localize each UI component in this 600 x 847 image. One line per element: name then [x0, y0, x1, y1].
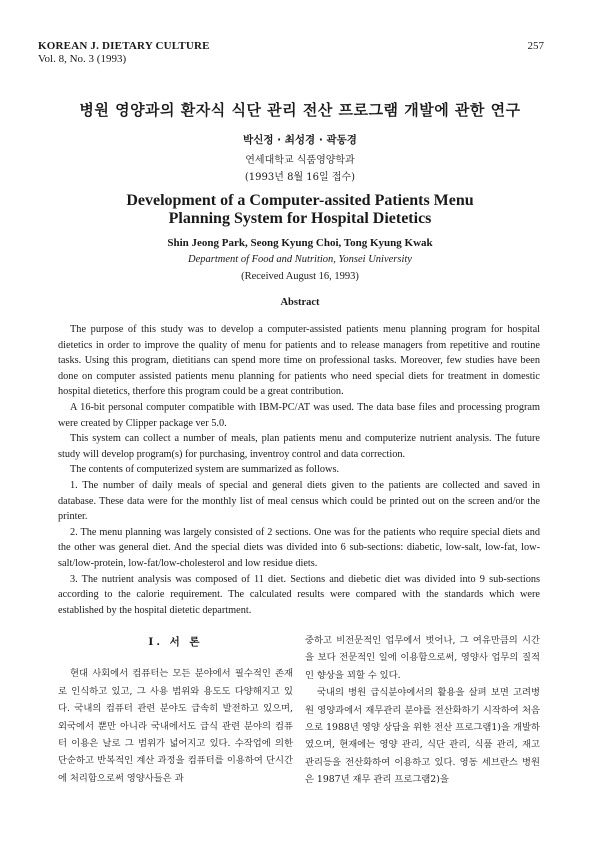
english-title: [0, 192, 600, 228]
korean-affiliation: 연세대학교 식품영양학과: [245, 155, 355, 166]
body-right-column: [305, 632, 540, 789]
abstract-body: [58, 322, 540, 618]
abstract-paragraph: 1. The number of daily meals of special and general diets given to the patients are collected and saved in database. These data were for the monthly list of meal census which could be printed out on the screen and/or the printer.: [58, 479, 540, 523]
english-affiliation: Department of Food and Nutrition, Yonsei University: [188, 254, 412, 265]
english-received-date: (Received August 16, 1993): [241, 271, 359, 282]
abstract-heading: Abstract: [280, 297, 320, 308]
abstract-paragraph: The purpose of this study was to develop a computer-assisted patients menu planning program for hospital dietetics in order to improve the quality of menu for patients and to release managers from repetitive and routine tasks. Using this program, dietitians can spend more time on professional tasks. Moreover, few studies have been done on computer assisted patients menu planning for patients who need special diets for treatment in domestic hospital dietetics, therfore this program could be a great contribution.: [58, 324, 540, 398]
body-paragraph-continued: 중하고 비전문적인 업무에서 벗어나, 그 여유만큼의 시간을 보다 전문적인 일에 이용함으로써, 영양사 업무의 질적인 향상을 꾀할 수 있다.: [305, 635, 540, 681]
abstract-paragraph: 2. The menu planning was largely consisted of 2 sections. One was for the patients who require special diets and the other was general diet. And the special diets was divided into 6 sub-sections: diabetic, low-salt, low-fat, low-salt/low-protein, low-fat/low-cholesterol and low residue diets.: [58, 526, 540, 569]
english-authors: Shin Jeong Park, Seong Kyung Choi, Tong Kyung Kwak: [167, 237, 433, 249]
english-title-line-2: Planning System for Hospital Dietetics: [168, 210, 432, 227]
body-paragraph: 현대 사회에서 컴퓨터는 모든 분야에서 필수적인 존재로 인식하고 있고, 그 사용 범위와 용도도 다양해지고 있다. 국내의 컴퓨터 관련 분야도 급속히 발전하고 있으며, 외국에서 뿐만 아니라 국내에서도 급식 관련 분야의 컴퓨터 이용은 날로 그 범위가 넓어지고 있다. 수작업에 의한 단순하고 반복적인 계산 과정을 컴퓨터를 이용하여 단시간에 처리함으로써 영양사들은 과: [58, 668, 293, 784]
journal-name: KOREAN J. DIETARY CULTURE: [38, 40, 210, 52]
english-title-line-1: Development of a Computer-assited Patients Menu: [126, 192, 474, 209]
body-paragraph: 국내의 병원 급식분야에서의 활용을 살펴 보면 고려병원 영양과에서 재무관리 분야를 전산화하기 시작하여 처음으로 1988년 영양 상담을 위한 전산 프로그램1)을 개발하였으며, 현재에는 영양 관리, 식단 관리, 식품 관리, 재고 관리등을 전산화하여 이용하고 있다. 영동 세브란스 병원은 1987년 재무 관리 프로그램2)을: [305, 687, 540, 786]
abstract-paragraph: The contents of computerized system are summarized as follows.: [70, 464, 340, 476]
page-number: 257: [527, 40, 544, 52]
section-title-introduction: I. 서 론: [148, 636, 203, 648]
abstract-paragraph: A 16-bit personal computer compatible with IBM-PC/AT was used. The data base files and processing program were created by Clipper package ver 5.0.: [58, 401, 540, 429]
journal-volume: Vol. 8, No. 3 (1993): [38, 53, 127, 65]
abstract-paragraph: 3. The nutrient analysis was composed of 11 diet. Sections and diebetic diet was divided into 9 sub-sections according to the calorie requirement. The calculated results were compared with the standards which were established by the hospital dietetic department.: [58, 573, 540, 616]
journal-header: [38, 40, 210, 66]
abstract-paragraph: This system can collect a number of meals, plan patients menu and computerize nutrient analysis. The future study will develop program(s) for purchasing, inventroy control and data correction.: [58, 433, 540, 460]
korean-received-date: (1993년 8월 16일 접수): [244, 172, 356, 183]
korean-authors: 박신정 · 최성경 · 곽동경: [243, 134, 357, 146]
korean-title: 병원 영양과의 환자식 식단 관리 전산 프로그램 개발에 관한 연구: [79, 101, 521, 119]
body-left-column: [58, 632, 293, 787]
